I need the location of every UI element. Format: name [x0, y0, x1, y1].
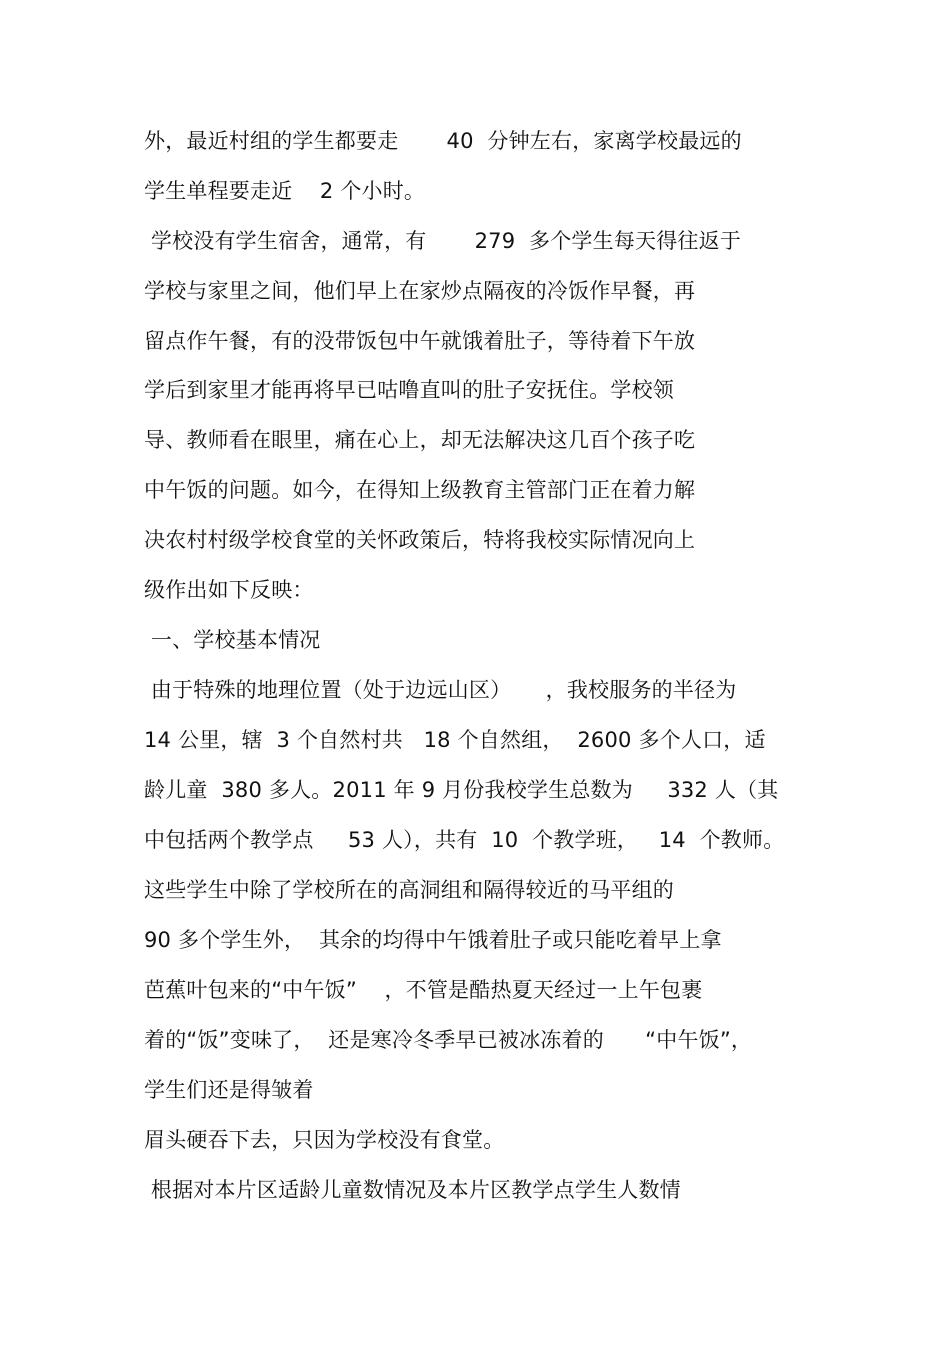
text-line: 学后到家里才能再将早已咕噜直叫的肚子安抚住。学校领	[144, 378, 674, 402]
text-line: 中包括两个教学点 53 人），共有 10 个教学班， 14 个教师。	[144, 828, 785, 852]
text-line: 根据对本片区适龄儿童数情况及本片区教学点学生人数情	[144, 1178, 681, 1202]
text-line: 这些学生中除了学校所在的高洞组和隔得较近的马平组的	[144, 878, 674, 902]
text-line: 龄儿童 380 多人。2011 年 9 月份我校学生总数为 332 人（其	[144, 778, 779, 802]
text-line: 芭蕉叶包来的“中午饭” ，不管是酷热夏天经过一上午包裹	[144, 978, 703, 1002]
text-line: 决农村村级学校食堂的关怀政策后，特将我校实际情况向上	[144, 528, 696, 552]
text-line: 眉头硬吞下去，只因为学校没有食堂。	[144, 1128, 505, 1152]
text-line: 中午饭的问题。如今，在得知上级教育主管部门正在着力解	[144, 478, 696, 502]
text-line: 学校没有学生宿舍，通常，有 279 多个学生每天得往返于	[144, 229, 742, 253]
text-line: 90 多个学生外， 其余的均得中午饿着肚子或只能吃着早上拿	[144, 928, 722, 952]
text-line: 学生们还是得皱着	[144, 1078, 314, 1102]
text-line: 留点作午餐，有的没带饭包中午就饿着肚子，等待着下午放	[144, 329, 696, 353]
text-line: 级作出如下反映：	[144, 578, 314, 602]
text-line: 由于特殊的地理位置（处于边远山区） ，我校服务的半径为	[144, 678, 737, 702]
text-line: 学校与家里之间，他们早上在家炒点隔夜的冷饭作早餐，再	[144, 279, 696, 303]
section-heading: 一、学校基本情况	[144, 628, 321, 652]
text-line: 外，最近村组的学生都要走 40 分钟左右，家离学校最远的	[144, 129, 742, 153]
text-line: 学生单程要走近 2 个小时。	[144, 179, 426, 203]
text-line: 14 公里，辖 3 个自然村共 18 个自然组， 2600 多个人口，适	[144, 728, 766, 752]
text-line: 导、教师看在眼里，痛在心上，却无法解决这几百个孩子吃	[144, 428, 696, 452]
text-line: 着的“饭”变味了， 还是寒冷冬季早已被冰冻着的 “中午饭”，	[144, 1028, 753, 1052]
